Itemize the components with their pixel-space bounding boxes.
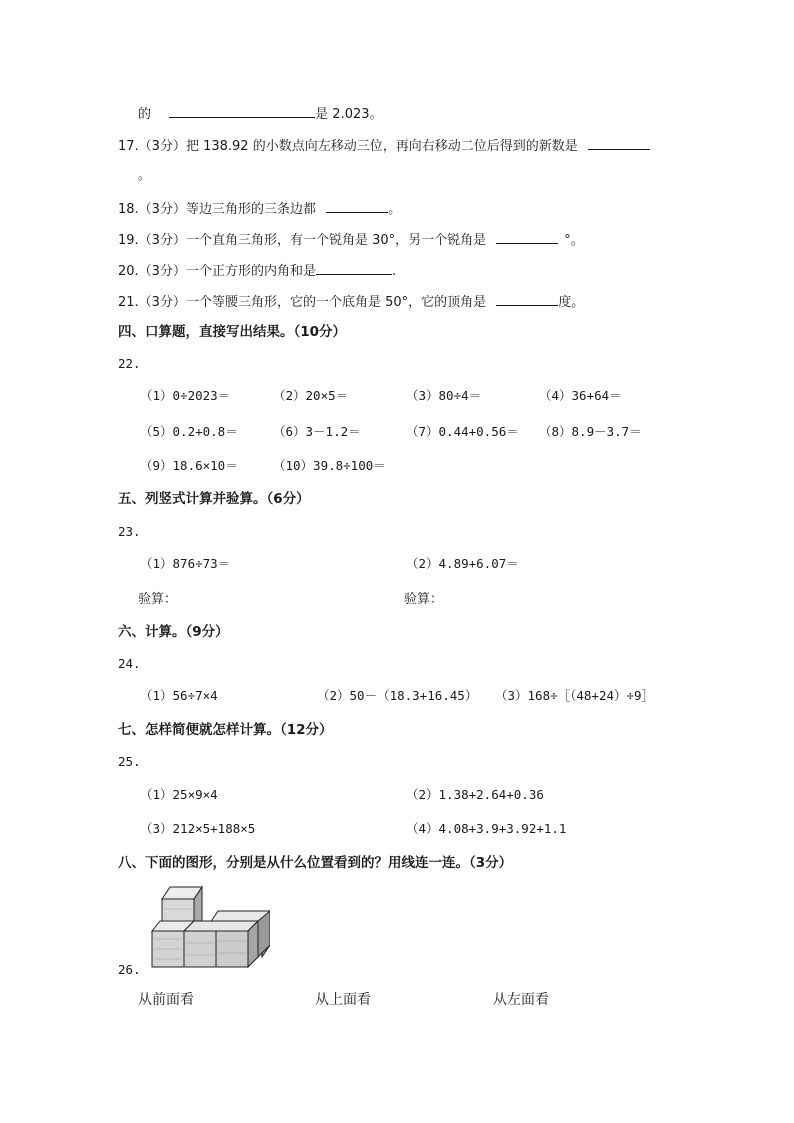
view-top-label[interactable]: 从上面看 <box>315 992 371 1008</box>
q25-item-1: （1）25×9×4 <box>140 787 218 802</box>
question-19 <box>118 231 584 249</box>
q17-text: 17.（3分）把 138.92 的小数点向左移动三位，再向右移动二位后得到的新数是 <box>118 139 578 154</box>
q18-answer-blank[interactable] <box>326 200 388 213</box>
section-5-title: 五、列竖式计算并验算。（6分） <box>118 491 310 507</box>
q21-text: 21.（3分）一个等腰三角形，它的一个底角是 50°，它的顶角是 <box>118 295 487 310</box>
q22-item-10: （10）39.8÷100＝ <box>273 458 386 473</box>
q21-answer-blank[interactable] <box>496 293 558 306</box>
question-18 <box>118 200 401 218</box>
q22-item-2: （2）20×5＝ <box>273 388 349 403</box>
q22-item-9: （9）18.6×10＝ <box>140 458 238 473</box>
q16-suffix: 是 2.023。 <box>315 107 383 122</box>
q20-text: 20.（3分）一个正方形的内角和是 <box>118 264 316 279</box>
q25-item-2: （2）1.38+2.64+0.36 <box>406 787 544 802</box>
q25-item-3: （3）212×5+188×5 <box>140 821 256 836</box>
q22-item-7: （7）0.44+0.56＝ <box>406 424 519 439</box>
section-4-title: 四、口算题，直接写出结果。（10分） <box>118 324 347 340</box>
q22-item-4: （4）36+64＝ <box>539 388 622 403</box>
q16-answer-blank[interactable] <box>169 105 315 118</box>
section-6-title: 六、计算。（9分） <box>118 624 229 640</box>
q16-prefix: 的 <box>138 107 152 122</box>
q19-end: °。 <box>564 233 584 248</box>
q25-number: 25. <box>118 754 141 769</box>
q24-item-1: （1）56÷7×4 <box>140 688 218 703</box>
q23-check-2: 验算： <box>404 592 444 607</box>
q25-item-4: （4）4.08+3.9+3.92+1.1 <box>406 821 567 836</box>
q24-item-2: （2）50－（18.3+16.45） <box>317 688 478 703</box>
q17-answer-blank[interactable] <box>588 137 650 150</box>
q20-answer-blank[interactable] <box>316 262 392 275</box>
q22-number: 22. <box>118 356 141 371</box>
q16-tail <box>138 105 383 123</box>
q18-text: 18.（3分）等边三角形的三条边都 <box>118 202 316 217</box>
q23-item-1: （1）876÷73＝ <box>140 556 231 571</box>
q20-end: . <box>391 264 397 279</box>
q19-answer-blank[interactable] <box>496 231 558 244</box>
view-front-label[interactable]: 从前面看 <box>138 992 194 1008</box>
q21-end: 度。 <box>558 295 585 310</box>
q26-number: 26. <box>118 962 141 977</box>
q18-end: 。 <box>388 202 402 217</box>
q23-number: 23. <box>118 524 141 539</box>
view-left-label[interactable]: 从左面看 <box>493 992 549 1008</box>
q24-item-3: （3）168÷［（48+24）÷9］ <box>495 688 655 703</box>
question-20 <box>118 262 396 280</box>
q23-check-1: 验算： <box>138 592 178 607</box>
q23-item-2: （2）4.89+6.07＝ <box>406 556 519 571</box>
section-8-title: 八、下面的图形，分别是从什么位置看到的？用线连一连。（3分） <box>118 855 513 871</box>
q22-item-6: （6）3－1.2＝ <box>273 424 361 439</box>
section-7-title: 七、怎样简便就怎样计算。（12分） <box>118 722 333 738</box>
q17-end: 。 <box>138 168 152 183</box>
q22-item-3: （3）80÷4＝ <box>406 388 482 403</box>
question-17 <box>118 137 650 155</box>
q22-item-8: （8）8.9－3.7＝ <box>539 424 642 439</box>
q19-text: 19.（3分）一个直角三角形，有一个锐角是 30°，另一个锐角是 <box>118 233 487 248</box>
q22-item-1: （1）0÷2023＝ <box>140 388 231 403</box>
cube-stack-figure <box>150 883 270 973</box>
q22-item-5: （5）0.2+0.8＝ <box>140 424 238 439</box>
question-21 <box>118 293 584 311</box>
q24-number: 24. <box>118 656 141 671</box>
